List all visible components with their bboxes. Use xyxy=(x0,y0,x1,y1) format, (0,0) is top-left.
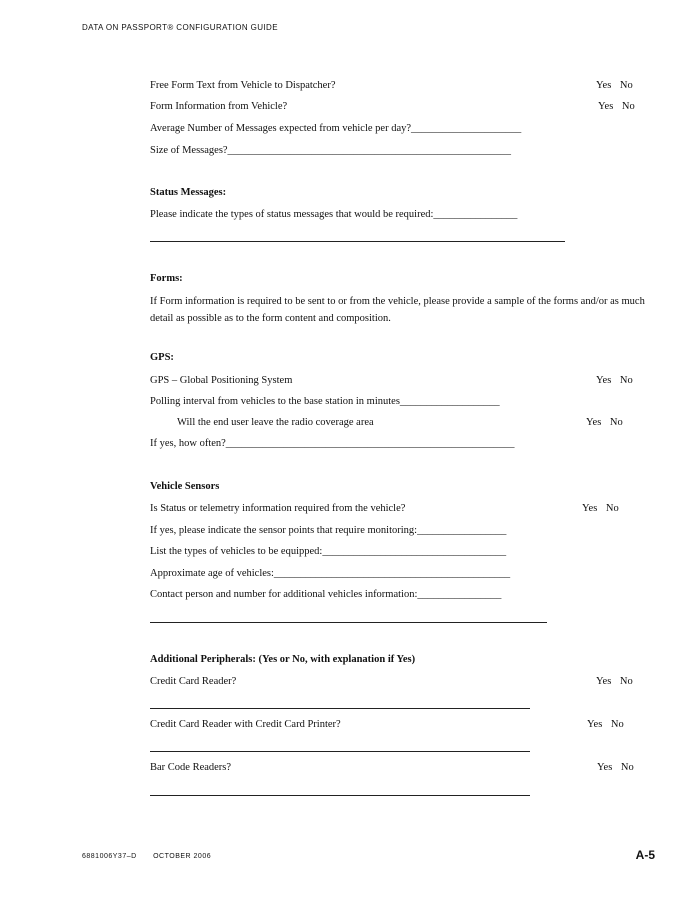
form-info-yes-no: Yes No xyxy=(598,101,635,112)
card-reader-answer-line xyxy=(150,708,530,709)
gps-heading: GPS: xyxy=(150,352,174,363)
running-header: DATA ON PASSPORT® CONFIGURATION GUIDE xyxy=(82,23,278,32)
page-number: A-5 xyxy=(635,848,655,862)
card-printer-answer-line xyxy=(150,751,530,752)
status-answer-line xyxy=(150,241,565,242)
free-form-yes-no: Yes No xyxy=(596,80,633,91)
contact-answer-line xyxy=(150,622,547,623)
status-messages-prompt: Please indicate the types of status messages that would be required:________________ xyxy=(150,209,518,220)
status-messages-heading: Status Messages: xyxy=(150,187,227,198)
forms-heading: Forms: xyxy=(150,273,183,284)
barcode-answer-line xyxy=(150,795,530,796)
telemetry-yes-no: Yes No xyxy=(582,503,619,514)
size-messages-question: Size of Messages?______________________________________________________ xyxy=(150,145,512,156)
radio-coverage-yes-no: Yes No xyxy=(586,417,623,428)
vehicle-types-question: List the types of vehicles to be equipped:___________________________________ xyxy=(150,546,507,557)
footer-info xyxy=(82,853,225,860)
vehicle-age-question: Approximate age of vehicles:_____________________________________________ xyxy=(150,568,511,579)
gps-yes-no: Yes No xyxy=(596,375,633,386)
form-info-question: Form Information from Vehicle? xyxy=(150,101,288,112)
polling-question: Polling interval from vehicles to the base station in minutes___________________ xyxy=(150,396,500,407)
forms-paragraph: If Form information is required to be sent to or from the vehicle, please provide a sample of the forms and/or as much detail as possible as to the form content and composition. xyxy=(150,296,645,324)
how-often-question: If yes, how often?_______________________________________________________ xyxy=(150,438,515,449)
barcode-question: Bar Code Readers? xyxy=(150,762,232,773)
vehicle-sensors-heading: Vehicle Sensors xyxy=(150,481,220,492)
barcode-yes-no: Yes No xyxy=(597,762,634,773)
card-printer-yes-no: Yes No xyxy=(587,719,624,730)
telemetry-question: Is Status or telemetry information required from the vehicle? xyxy=(150,503,406,514)
card-printer-question: Credit Card Reader with Credit Card Printer? xyxy=(150,719,341,730)
peripherals-heading: Additional Peripherals: (Yes or No, with explanation if Yes) xyxy=(150,654,416,665)
sensor-points-question: If yes, please indicate the sensor points that require monitoring:_________________ xyxy=(150,525,507,536)
card-reader-yes-no: Yes No xyxy=(596,676,633,687)
free-form-question: Free Form Text from Vehicle to Dispatcher? xyxy=(150,80,336,91)
gps-question: GPS – Global Positioning System xyxy=(150,375,293,386)
card-reader-question: Credit Card Reader? xyxy=(150,676,237,687)
publication-date: OCTOBER 2006 xyxy=(153,853,212,860)
avg-messages-question: Average Number of Messages expected from vehicle per day?_____________________ xyxy=(150,123,522,134)
radio-coverage-question: Will the end user leave the radio coverage area xyxy=(177,417,374,428)
document-number: 6881006Y37–D xyxy=(82,853,137,860)
contact-question: Contact person and number for additional vehicles information:________________ xyxy=(150,589,502,600)
